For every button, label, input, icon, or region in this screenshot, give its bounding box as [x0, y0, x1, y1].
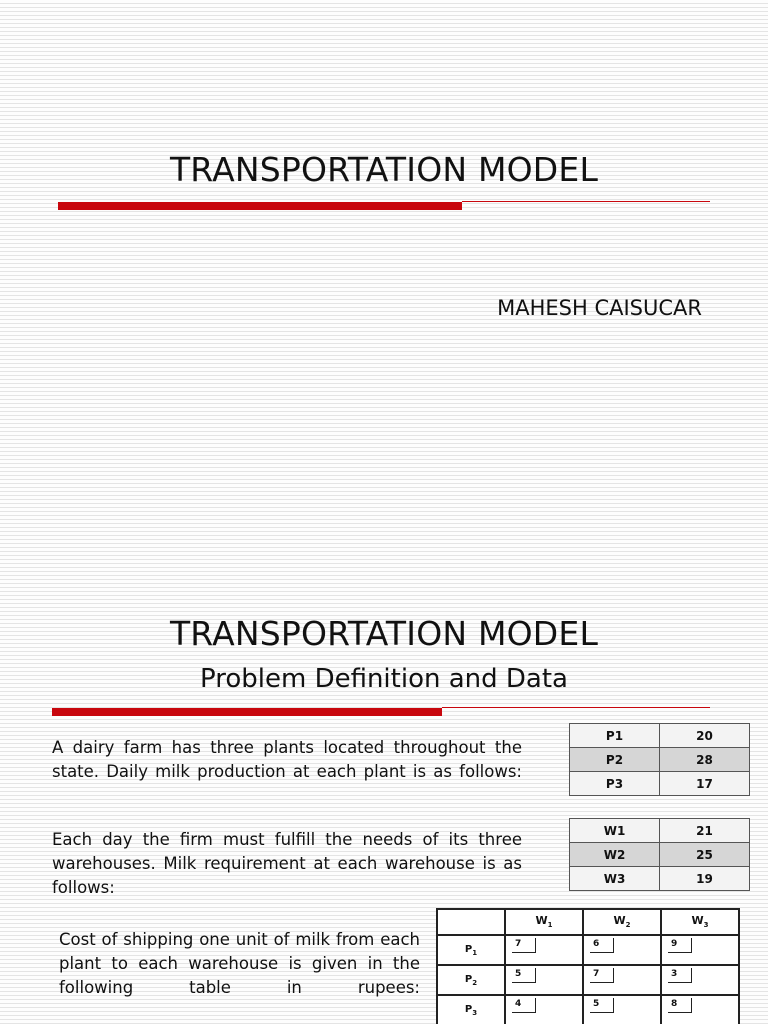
plant-production: 20 [660, 724, 750, 748]
column-header-sub: 3 [703, 921, 709, 930]
plant-production: 28 [660, 748, 750, 772]
column-header-sub: 1 [547, 921, 553, 930]
subtitle-underline-thick [52, 708, 442, 716]
problem-slide [0, 580, 768, 1024]
cost-cell [661, 995, 739, 1024]
row-header-p1 [437, 935, 505, 965]
cost-cell [661, 935, 739, 965]
column-header-w3 [661, 909, 739, 935]
row-header-sub: 3 [472, 1008, 478, 1017]
table-row [570, 843, 750, 867]
warehouse-name: W1 [570, 819, 660, 843]
column-header-label: W [691, 914, 704, 928]
table-row [570, 819, 750, 843]
row-header-label: P [464, 973, 473, 985]
cost-value: 5 [512, 968, 536, 983]
production-paragraph: A dairy farm has three plants located throughout the state. Daily milk production at each plant is as follows: [52, 738, 522, 781]
warehouse-name: W2 [570, 843, 660, 867]
row-header-sub: 1 [472, 948, 478, 957]
plant-production: 17 [660, 772, 750, 796]
cost-cell [583, 935, 661, 965]
title-underline-thick [58, 202, 462, 210]
warehouse-requirement-table [569, 818, 750, 891]
table-row [437, 935, 739, 965]
cost-value: 7 [590, 968, 614, 983]
table-row [570, 772, 750, 796]
cost-value: 9 [668, 938, 692, 953]
column-header-w1 [505, 909, 583, 935]
cost-value: 4 [512, 998, 536, 1013]
shipping-cost-table [436, 908, 740, 1024]
row-header-p3 [437, 995, 505, 1024]
cost-value: 5 [590, 998, 614, 1013]
slide-title: TRANSPORTATION MODEL [169, 614, 599, 653]
slide-title: TRANSPORTATION MODEL [169, 150, 599, 189]
corner-cell [437, 909, 505, 935]
row-header-label: P [464, 1003, 473, 1015]
cost-cell [583, 995, 661, 1024]
table-row [437, 965, 739, 995]
cost-cell [583, 965, 661, 995]
table-header-row [437, 909, 739, 935]
plant-production-table [569, 723, 750, 796]
column-header-sub: 2 [625, 921, 631, 930]
plant-name: P3 [570, 772, 660, 796]
cost-cell [505, 935, 583, 965]
title-underline-thin [462, 201, 710, 202]
plant-name: P2 [570, 748, 660, 772]
warehouse-requirement: 21 [660, 819, 750, 843]
table-row [570, 748, 750, 772]
column-header-label: W [535, 914, 548, 928]
warehouse-requirement: 25 [660, 843, 750, 867]
cost-value: 8 [668, 998, 692, 1013]
table-row [570, 867, 750, 891]
cost-value: 6 [590, 938, 614, 953]
requirement-paragraph: Each day the firm must fulfill the needs of its three warehouses. Milk requirement at each warehouse is as follows: [52, 830, 522, 897]
table-row [437, 995, 739, 1024]
cost-cell [661, 965, 739, 995]
column-header-label: W [613, 914, 626, 928]
table-row [570, 724, 750, 748]
warehouse-name: W3 [570, 867, 660, 891]
cost-value: 7 [512, 938, 536, 953]
column-header-w2 [583, 909, 661, 935]
row-header-label: P [464, 943, 473, 955]
slide-subtitle: Problem Definition and Data [200, 664, 568, 694]
warehouse-requirement: 19 [660, 867, 750, 891]
author-name: MAHESH CAISUCAR [497, 296, 702, 320]
cost-value: 3 [668, 968, 692, 983]
cost-paragraph: Cost of shipping one unit of milk from each plant to each warehouse is given in the following table in rupees: [59, 930, 420, 997]
row-header-p2 [437, 965, 505, 995]
cost-cell [505, 965, 583, 995]
cost-cell [505, 995, 583, 1024]
subtitle-underline-thin [442, 707, 710, 708]
row-header-sub: 2 [472, 978, 478, 987]
plant-name: P1 [570, 724, 660, 748]
